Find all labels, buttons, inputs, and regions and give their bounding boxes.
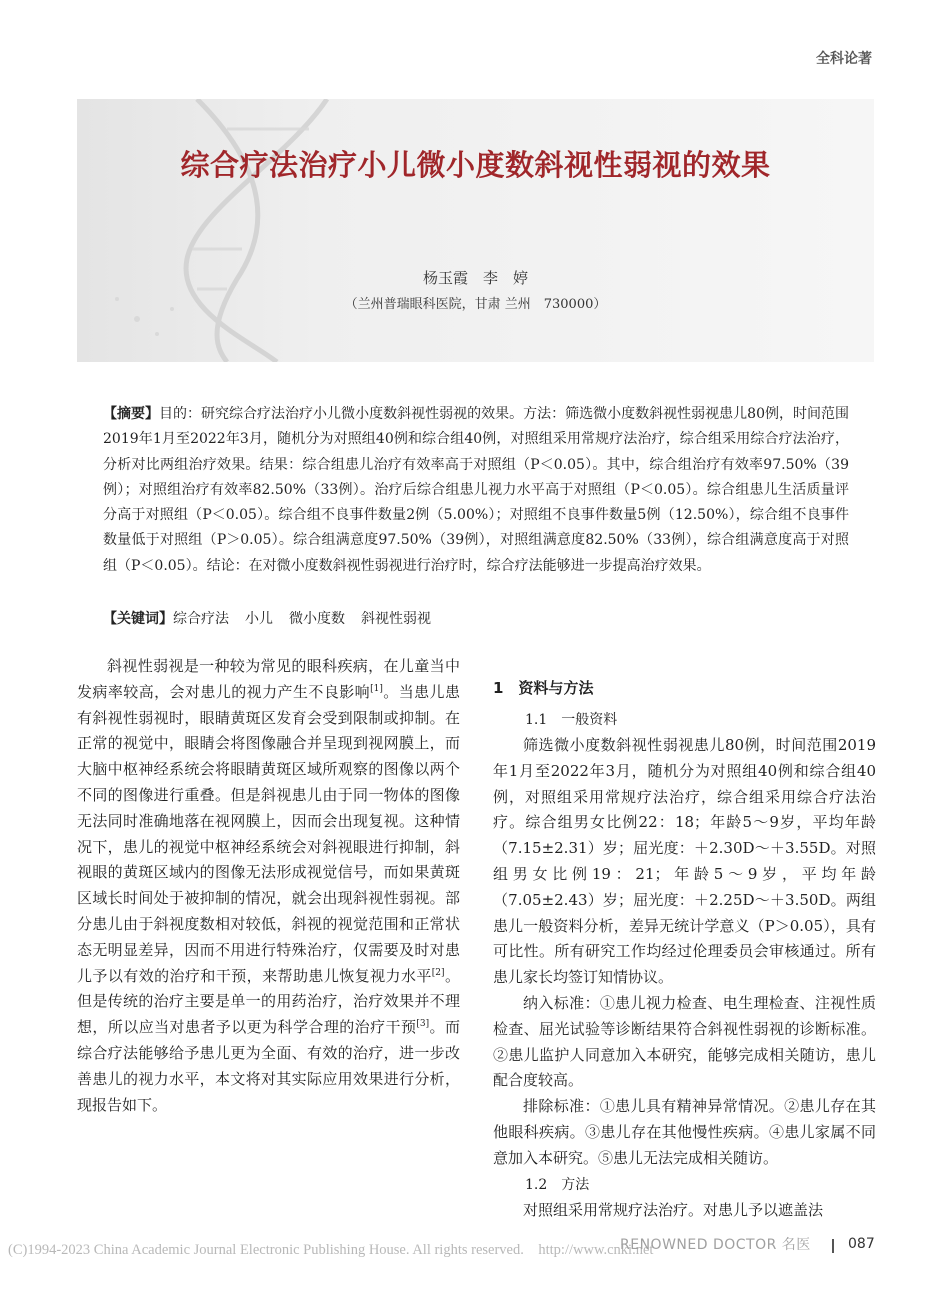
intro-paragraph: 斜视性弱视是一种较为常见的眼科疾病，在儿童当中发病率较高，会对患儿的视力产生不良影响[1]。当患儿患有斜视性弱视时，眼睛黄斑区发育会受到限制或抑制。在正常的视觉中，眼睛会将图像融合并呈现到视网膜上，而大脑中枢神经系统会将眼睛黄斑区域所观察的图像以两个不同的图像进行重叠。但是斜视患儿由于同一物体的图像无法同时准确地落在视网膜上，因而会出现复视。这种情况下，患儿的视觉中枢神经系统会对斜视眼进行抑制，斜视眼的黄斑区域内的图像无法形成视觉信号，而如果黄斑区域长时间处于被抑制的情况，就会出现斜视性弱视。部分患儿由于斜视度数相对较低，斜视的视觉范围和正常状态无明显差异，因而不用进行特殊治疗，仅需要及时对患儿予以有效的治疗和干预，来帮助患儿恢复视力水平[2]。但是传统的治疗主要是单一的用药治疗，治疗效果并不理想，所以应当对患者予以更为科学合理的治疗干预[3]。而综合疗法能够给予患儿更为全面、有效的治疗，进一步改善患儿的视力水平，本文将对其实际应用效果进行分析，现报告如下。 [77,657,460,1114]
reference-mark[interactable]: [2] [431,967,445,978]
methods-paragraph: 对照组采用常规疗法治疗。对患儿予以遮盖法 [523,1200,824,1219]
methods-column [493,675,876,1223]
keywords [103,608,849,630]
keyword: 综合疗法 [173,611,229,627]
page-number: 087 [848,1236,875,1252]
article-affiliation: （兰州普瑞眼科医院，甘肃 兰州 730000） [344,297,607,312]
dna-helix-graphic [77,99,874,362]
keywords-label: 【关键词】 [103,611,173,627]
abstract-text: 目的：研究综合疗法治疗小儿微小度数斜视性弱视的效果。方法：筛选微小度数斜视性弱视患儿80例，时间范围2019年1月至2022年3月，随机分为对照组40例和综合组40例，对照组采用常规疗法治疗，综合组采用综合疗法治疗，分析对比两组治疗效果。结果：综合组患儿治疗有效率高于对照组（P＜0.05）。其中，综合组治疗有效率97.50%（39例）；对照组治疗有效率82.50%（33例）。治疗后综合组患儿视力水平高于对照组（P＜0.05）。综合组患儿生活质量评分高于对照组（P＜0.05）。综合组不良事件数量2例（5.00%）；对照组不良事件数量5例（12.50%），综合组不良事件数量低于对照组（P＞0.05）。综合组满意度97.50%（39例），对照组满意度82.50%（33例），综合组满意度高于对照组（P＜0.05）。结论：在对微小度数斜视性弱视进行治疗时，综合疗法能够进一步提高治疗效果。 [103,406,850,574]
abstract [103,402,849,579]
reference-mark[interactable]: [1] [370,683,383,694]
title-banner [77,99,874,362]
article-title: 综合疗法治疗小儿微小度数斜视性弱视的效果 [180,148,771,182]
section-label: 全科论著 [816,51,872,67]
keyword: 斜视性弱视 [361,611,431,627]
section-heading: 1 资料与方法 [493,679,594,697]
abstract-label: 【摘要】 [103,406,160,422]
subsection-heading: 1.1 一般资料 [525,712,618,728]
intro-column [77,654,460,1118]
keyword: 微小度数 [289,611,345,627]
reference-mark[interactable]: [3] [416,1019,430,1030]
keyword: 小儿 [245,611,273,627]
general-data-paragraph: 筛选微小度数斜视性弱视患儿80例，时间范围2019年1月至2022年3月，随机分为对照组40例和综合组40例，对照组采用常规疗法治疗，综合组采用综合疗法治疗。综合组男女比例22：18；年龄5～9岁，平均年龄（7.15±2.31）岁；屈光度：＋2.30D～＋3.55D。对照组男女比例19：21；年龄5～9岁，平均年龄（7.05±2.43）岁；屈光度：＋2.25D～＋3.50D。两组患儿一般资料分析，差异无统计学意义（P＞0.05），具有可比性。所有研究工作均经过伦理委员会审核通过。所有患儿家长均签订知情协议。 [493,736,876,987]
article-authors: 杨玉霞 李 婷 [422,269,528,287]
inclusion-criteria: 纳入标准：①患儿视力检查、电生理检查、注视性质检查、屈光试验等诊断结果符合斜视性弱视的诊断标准。②患儿监护人同意加入本研究，能够完成相关随访，患儿配合度较高。 [493,993,876,1090]
copyright-notice: (C)1994-2023 China Academic Journal Electronic Publishing House. All rights reserved. http://www.cnki.net [8,1242,654,1258]
footer-divider [832,1239,834,1253]
journal-brand: RENOWNED DOCTOR 名医 [620,1237,811,1253]
subsection-heading: 1.2 方法 [525,1176,590,1193]
exclusion-criteria: 排除标准：①患儿具有精神异常情况。②患儿存在其他眼科疾病。③患儿存在其他慢性疾病。④患儿家属不同意加入本研究。⑤患儿无法完成相关随访。 [493,1097,876,1167]
